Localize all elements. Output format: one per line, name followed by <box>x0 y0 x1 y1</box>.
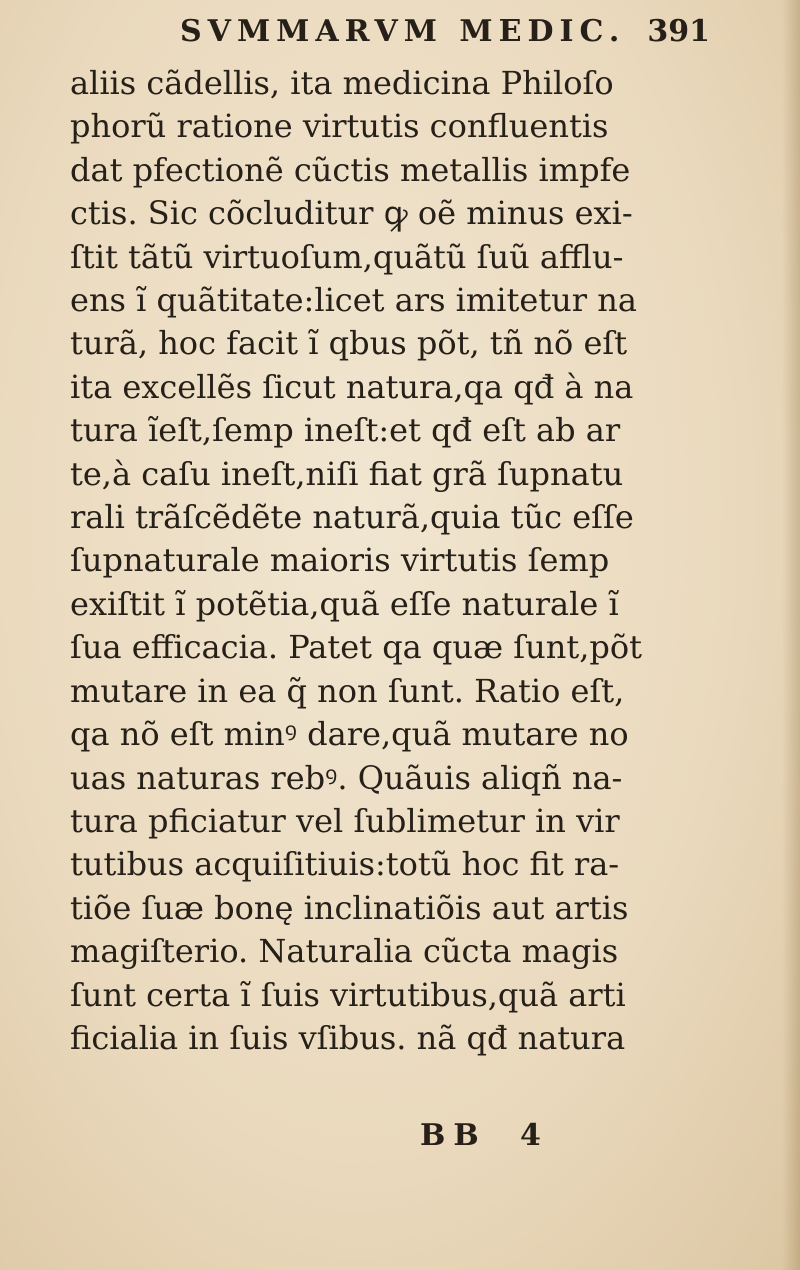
text-line: ſtit tãtũ virtuoſum,quãtũ ſuũ afflu- <box>70 237 624 276</box>
signature-number: 4 <box>520 1118 549 1153</box>
text-line: ſua efficacia. Patet qa quæ ſunt,põt <box>70 628 642 667</box>
text-line: tiõe ſuæ bonę inclinatiõis aut artis <box>70 888 629 927</box>
text-line: tura pficiatur vel ſublimetur in vir <box>70 801 620 840</box>
text-line: te,à caſu ineſt,niſi fiat grã ſupnatu <box>70 454 624 493</box>
text-line: exiſtit ĩ potẽtia,quã eſſe naturale ĩ <box>70 584 619 623</box>
body-text <box>70 62 670 1060</box>
text-line: aliis cãdellis, ita medicina Philoſo <box>70 64 614 102</box>
running-title: SVMMARVM MEDIC. <box>180 14 626 49</box>
text-line: turã, hoc facit ĩ qbus põt, tñ nõ eſt <box>70 324 628 363</box>
text-line: tura ĩeſt,ſemp ineſt:et qđ eſt ab ar <box>70 411 621 450</box>
text-line: magiſterio. Naturalia cũcta magis <box>70 932 619 971</box>
page-edge-shadow <box>782 0 800 1270</box>
text-line: ficialia in ſuis vſibus. nã qđ natura <box>70 1018 626 1057</box>
text-line: ctis. Sic cõcluditur ꝙ oẽ minus exi- <box>70 194 633 233</box>
text-line: ſupnaturale maioris virtutis ſemp <box>70 541 610 580</box>
text-line: mutare in ea q̃ non ſunt. Ratio eſt, <box>70 671 625 710</box>
text-line: uas naturas rebꝰ. Quãuis aliqñ na- <box>70 758 623 797</box>
folio-number: 391 <box>647 14 710 49</box>
text-line: phorũ ratione virtutis confluentis <box>70 107 609 146</box>
text-line: ſunt certa ĩ ſuis virtutibus,quã arti <box>70 975 626 1014</box>
text-line: qa nõ eſt minꝰ dare,quã mutare no <box>70 715 629 754</box>
text-line: rali trãſcẽdẽte naturã,quia tũc eſſe <box>70 498 634 537</box>
text-line: ita excellẽs ſicut natura,qa qđ à na <box>70 367 634 406</box>
page-header <box>180 14 710 54</box>
text-line: dat pfectionẽ cũctis metallis impfe <box>70 150 631 189</box>
signature-letters: BB <box>420 1118 487 1153</box>
signature-mark <box>420 1118 600 1158</box>
text-line: tutibus acquiſitiuis:totũ hoc fit ra- <box>70 845 620 884</box>
text-line: ens ĩ quãtitate:licet ars imitetur na <box>70 281 637 320</box>
